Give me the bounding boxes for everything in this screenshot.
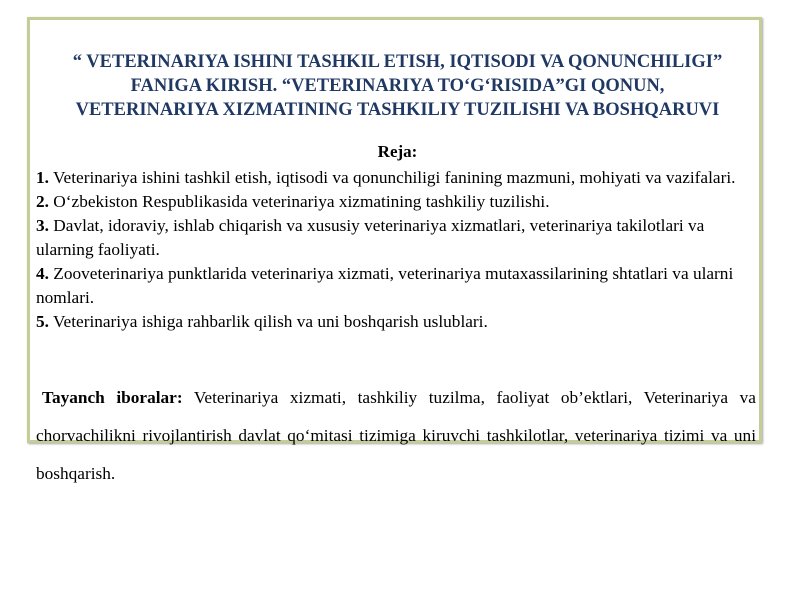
plan-item-text: Veterinariya ishini tashkil etish, iqtisodi va qonunchiligi fanining mazmuni, mohiyati va vazifalari. xyxy=(52,168,736,187)
title-line: “ VETERINARIYA ISHINI TASHKIL ETISH, IQTISODI VA QONUNCHILIGI” xyxy=(72,52,723,72)
title-line: VETERINARIYA XIZMATINING TASHKILIY TUZILISHI VA BOSHQARUVI xyxy=(75,100,720,120)
plan-list xyxy=(36,166,754,334)
plan-item-number: 4. xyxy=(36,264,49,283)
slide-frame xyxy=(27,17,762,484)
plan-heading: Reja: xyxy=(377,142,418,161)
plan-item xyxy=(36,262,754,310)
keywords-paragraph xyxy=(36,379,756,493)
plan-item xyxy=(36,166,754,190)
plan-item-number: 2. xyxy=(36,192,49,211)
plan-item-number: 1. xyxy=(36,168,49,187)
plan-item xyxy=(36,214,754,262)
plan-item xyxy=(36,310,754,334)
plan-item-number: 5. xyxy=(36,312,49,331)
keywords-label: Tayanch iboralar: xyxy=(42,388,183,408)
plan-item-text: Davlat, idoraviy, ishlab chiqarish va xususiy veterinariya xizmatlari, veterinariya takilotlari va ularning faoliyati. xyxy=(36,216,705,259)
keywords-text: Veterinariya xizmati, tashkiliy tuzilma, faoliyat ob’ektlari, Veterinariya va chorvachilikni rivojlantirish davlat qo‘mitasi tizimiga kiruvchi tashkilotlar, veterinariya tizimi va uni boshqarish. xyxy=(36,388,756,484)
plan-item-text: O‘zbekiston Respublikasida veterinariya xizmatining tashkiliy tuzilishi. xyxy=(53,192,550,211)
plan-item-text: Zooveterinariya punktlarida veterinariya xizmati, veterinariya mutaxassilarining shtatlari va ularni nomlari. xyxy=(36,264,734,307)
title-line: FANIGA KIRISH. “VETERINARIYA TO‘G‘RISIDA”GI QONUN, xyxy=(130,76,665,96)
plan-item xyxy=(36,190,754,214)
plan-item-text: Veterinariya ishiga rahbarlik qilish va uni boshqarish uslublari. xyxy=(52,312,488,331)
slide-title xyxy=(30,50,765,122)
plan-item-number: 3. xyxy=(36,216,49,235)
